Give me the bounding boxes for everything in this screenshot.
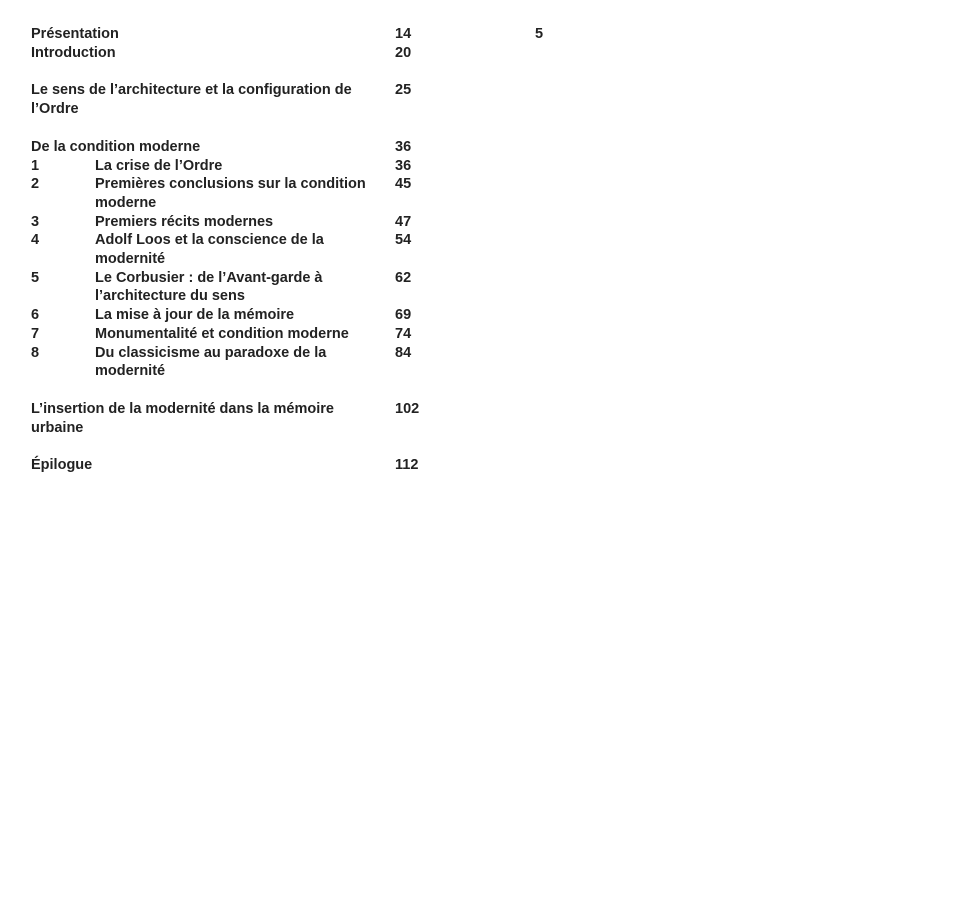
toc-entry-title: L’insertion de la modernité dans la mémoire urbaine — [31, 400, 334, 436]
toc-chapter-title: Premiers récits modernes — [95, 213, 274, 230]
toc-chapter-page: 62 — [395, 269, 412, 286]
toc-entry-title: Présentation — [31, 26, 119, 42]
toc-chapter-number: 3 — [31, 213, 40, 230]
toc-chapter-title: Le Corbusier : de l’Avant-garde à l’architecture du sens — [95, 269, 323, 305]
toc-entry-page: 25 — [395, 82, 412, 99]
toc-chapter-number: 4 — [31, 232, 40, 249]
toc-spacer — [31, 119, 451, 138]
toc-chapter-3 — [31, 213, 451, 232]
toc-chapter-page: 69 — [395, 307, 412, 324]
toc-chapter-title: Monumentalité et condition moderne — [95, 325, 349, 342]
toc-chapter-number: 8 — [31, 344, 40, 361]
toc-entry-page: 36 — [395, 138, 412, 155]
toc-spacer — [31, 62, 451, 81]
toc-chapter-number: 2 — [31, 176, 40, 193]
page-number: 5 — [535, 26, 544, 42]
toc-chapter-title: Du classicisme au paradoxe de la modernité — [95, 344, 327, 380]
toc-spacer — [31, 437, 451, 456]
toc-chapter-page: 47 — [395, 213, 412, 230]
table-of-contents — [31, 25, 451, 475]
toc-chapter-number: 7 — [31, 325, 40, 342]
toc-chapter-page: 74 — [395, 325, 412, 342]
toc-entry-title: Épilogue — [31, 457, 93, 474]
toc-entry-presentation — [31, 25, 451, 44]
toc-chapter-4 — [31, 231, 451, 268]
toc-entry-epilogue — [31, 456, 451, 475]
toc-entry-title: Le sens de l’architecture et la configuration de l’Ordre — [31, 82, 352, 118]
toc-chapter-page: 45 — [395, 176, 412, 193]
toc-chapter-page: 54 — [395, 232, 412, 249]
toc-chapter-title: Adolf Loos et la conscience de la modernité — [95, 232, 324, 268]
toc-entry-title: Introduction — [31, 44, 116, 61]
toc-chapter-7 — [31, 325, 451, 344]
toc-chapter-8 — [31, 344, 451, 381]
toc-chapter-6 — [31, 306, 451, 325]
toc-entry-page: 14 — [395, 26, 412, 42]
toc-entry-page: 112 — [395, 457, 419, 474]
toc-chapter-title: Premières conclusions sur la condition moderne — [95, 176, 366, 211]
toc-chapter-number: 1 — [31, 157, 40, 174]
toc-chapter-number: 5 — [31, 269, 40, 286]
toc-entry-part-3 — [31, 400, 451, 437]
toc-chapter-number: 6 — [31, 307, 40, 324]
toc-entry-part-1 — [31, 81, 451, 118]
toc-chapter-2 — [31, 175, 451, 212]
toc-entry-page: 102 — [395, 400, 420, 417]
toc-chapter-title: La mise à jour de la mémoire — [95, 307, 295, 324]
toc-chapter-page: 84 — [395, 344, 412, 361]
toc-entry-title: De la condition moderne — [31, 138, 201, 155]
toc-chapter-5 — [31, 269, 451, 306]
toc-entry-page: 20 — [395, 44, 412, 61]
toc-chapter-1 — [31, 157, 451, 176]
toc-chapter-page: 36 — [395, 157, 412, 174]
toc-spacer — [31, 381, 451, 400]
toc-entry-part-2 — [31, 138, 451, 157]
toc-entry-introduction — [31, 44, 451, 63]
toc-chapter-title: La crise de l’Ordre — [95, 157, 223, 174]
